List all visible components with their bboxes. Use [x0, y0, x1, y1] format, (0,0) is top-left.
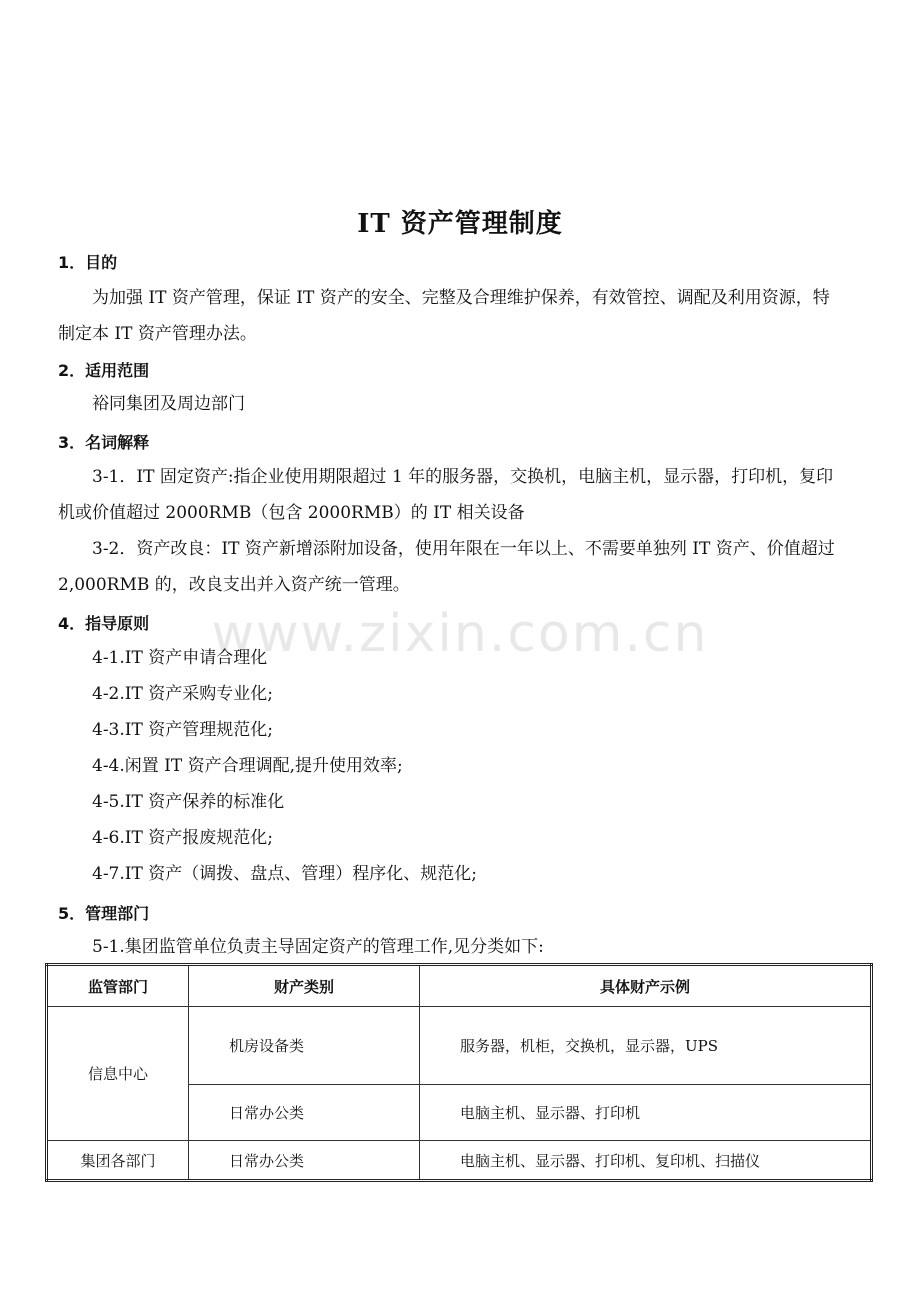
table-header-examples: 具体财产示例: [420, 965, 872, 1007]
asset-category-table: [45, 963, 873, 1182]
table-cell-examples: 电脑主机、显示器、打印机: [420, 1085, 872, 1141]
table-cell-examples: 服务器，机柜，交换机，显示器，UPS: [420, 1007, 872, 1085]
table-cell-category: 机房设备类: [189, 1007, 420, 1085]
section-2-heading: 2．适用范围: [58, 361, 150, 380]
principle-item: 4-5.IT 资产保养的标准化: [92, 792, 285, 812]
table-cell-category: 日常办公类: [189, 1141, 420, 1181]
section-1-heading: 1．目的: [58, 253, 118, 272]
principle-item: 4-2.IT 资产采购专业化;: [92, 684, 273, 704]
table-cell-dept: 集团各部门: [47, 1141, 189, 1181]
watermark: www.zixin.com.cn: [211, 604, 709, 664]
section-4-heading: 4．指导原则: [58, 614, 150, 633]
section-1-paragraph: 为加强 IT 资产管理，保证 IT 资产的安全、完整及合理维护保养，有效管控、调配及利用资源，特制定本 IT 资产管理办法。: [58, 288, 830, 344]
section-2-paragraph: 裕同集团及周边部门: [92, 394, 245, 414]
table-cell-category: 日常办公类: [189, 1085, 420, 1141]
principle-item: 4-3.IT 资产管理规范化;: [92, 720, 273, 740]
table-header-dept: 监管部门: [47, 965, 189, 1007]
table-cell-examples: 电脑主机、显示器、打印机、复印机、扫描仪: [420, 1141, 872, 1181]
principle-item: 4-7.IT 资产（调拨、盘点、管理）程序化、规范化;: [92, 864, 477, 884]
principle-item: 4-6.IT 资产报废规范化;: [92, 828, 273, 848]
section-3-heading: 3．名词解释: [58, 433, 150, 452]
principle-item: 4-4.闲置 IT 资产合理调配,提升使用效率;: [92, 756, 403, 776]
table-row: [47, 1141, 872, 1181]
section-3-paragraph-1: 3-1．IT 固定资产:指企业使用期限超过 1 年的服务器，交换机，电脑主机，显示器，打印机，复印机或价值超过 2000RMB（包含 2000RMB）的 IT 相关设备: [58, 467, 834, 523]
section-3-paragraph-2: 3-2．资产改良：IT 资产新增添附加设备，使用年限在一年以上、不需要单独列 IT 资产、价值超过 2,000RMB 的，改良支出并入资产统一管理。: [58, 539, 835, 595]
table-header-row: [47, 965, 872, 1007]
section-5-heading: 5．管理部门: [58, 904, 150, 923]
document-title: IT 资产管理制度: [357, 209, 563, 239]
table-row: [47, 1007, 872, 1085]
principle-item: 4-1.IT 资产申请合理化: [92, 648, 268, 668]
section-5-paragraph: 5-1.集团监管单位负责主导固定资产的管理工作,见分类如下:: [92, 937, 544, 957]
table-header-category: 财产类别: [189, 965, 420, 1007]
table-cell-dept: 信息中心: [47, 1007, 189, 1141]
